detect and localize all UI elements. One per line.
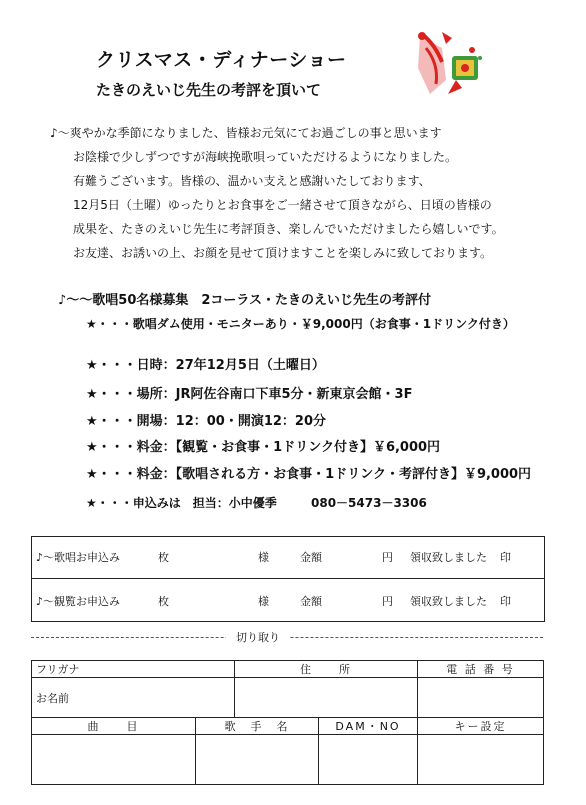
cut-label: 切り取り: [226, 629, 290, 645]
contact-phone: 080－5473－3306: [311, 496, 427, 510]
singer-field[interactable]: [196, 735, 319, 785]
apply-row-singing-receipt: 領収致しました: [410, 551, 487, 564]
greeting-line-5: 成果を、たきのえいじ先生に考評頂き、楽しんでいただけましたら嬉しいです。: [73, 222, 504, 236]
apply-row-singing-count: 枚: [158, 551, 169, 564]
apply-row-viewing-amount: 金額: [300, 595, 322, 608]
application-box: [31, 536, 545, 622]
apply-row-viewing-receipt: 領収致しました: [410, 595, 487, 608]
greeting-line-3: 有難うございます。皆様の、温かい支えと感謝いたしております、: [73, 174, 431, 188]
apply-row-singing-seal: 印: [500, 551, 511, 564]
application-divider: [32, 578, 544, 579]
apply-row-viewing-honorific: 様: [258, 595, 269, 608]
apply-row-singing-yen: 円: [382, 551, 393, 564]
detail-venue: ★・・・場所：JR阿佐谷南口下車5分・新東京会館・3F: [86, 387, 413, 402]
apply-row-viewing-seal: 印: [500, 595, 511, 608]
greeting-line-6: お友達、お誘いの上、お顔を見せて頂けますことを楽しみに致しております。: [73, 246, 493, 260]
phone-header: 電 話 番 号: [418, 661, 544, 678]
detail-fee-viewing: ★・・・料金：【観覧・お食事・1ドリンク付き】￥6,000円: [86, 440, 441, 455]
recruit-headline: ♪～～歌唱50名様募集 2コーラス・たきのえいじ先生の考評付: [58, 293, 432, 308]
furigana-label: フリガナ: [32, 661, 235, 678]
dam-field[interactable]: [319, 735, 418, 785]
apply-row-viewing-count: 枚: [158, 595, 169, 608]
address-header: 住 所: [235, 661, 418, 678]
key-field[interactable]: [418, 735, 544, 785]
apply-row-viewing-label: ♪～観覧お申込み: [36, 595, 121, 608]
song-field[interactable]: [32, 735, 196, 785]
phone-field[interactable]: [418, 678, 544, 718]
address-field[interactable]: [235, 678, 418, 718]
page-title: クリスマス・ディナーショー: [96, 49, 347, 71]
name-label: お名前: [36, 691, 69, 705]
apply-row-singing-label: ♪～歌唱お申込み: [36, 551, 121, 564]
name-field[interactable]: [32, 678, 235, 718]
recruit-note: ★・・・歌唱ダム使用・モニターあり・￥9,000円（お食事・1ドリンク付き）: [86, 317, 515, 331]
christmas-santa-decoration-icon: [412, 28, 486, 104]
greeting-line-2: お陰様で少しずつですが海峡挽歌唄っていただけるようになりました。: [73, 150, 458, 164]
entry-form: [31, 660, 544, 785]
page-subtitle: たきのえいじ先生の考評を頂いて: [96, 81, 322, 99]
song-header: 曲 目: [32, 718, 196, 735]
singer-header: 歌 手 名: [196, 718, 319, 735]
apply-row-viewing-yen: 円: [382, 595, 393, 608]
key-header: キー設定: [418, 718, 544, 735]
detail-fee-singing: ★・・・料金：【歌唱される方・お食事・1ドリンク・考評付き】￥9,000円: [86, 467, 532, 482]
contact-label: ★・・・申込みは 担当：小中優季: [86, 496, 277, 510]
apply-row-singing-honorific: 様: [258, 551, 269, 564]
apply-row-singing-amount: 金額: [300, 551, 322, 564]
greeting-line-1: ♪～爽やかな季節になりました、皆様お元気にてお過ごしの事と思います: [50, 126, 442, 140]
dam-header: DAM・NO: [319, 718, 418, 735]
greeting-line-4: 12月5日（土曜）ゆったりとお食事をご一緒させて頂きながら、日頃の皆様の: [73, 198, 492, 212]
detail-date: ★・・・日時：27年12月5日（土曜日）: [86, 358, 325, 373]
detail-time: ★・・・開場：12：00・開演12：20分: [86, 414, 327, 429]
